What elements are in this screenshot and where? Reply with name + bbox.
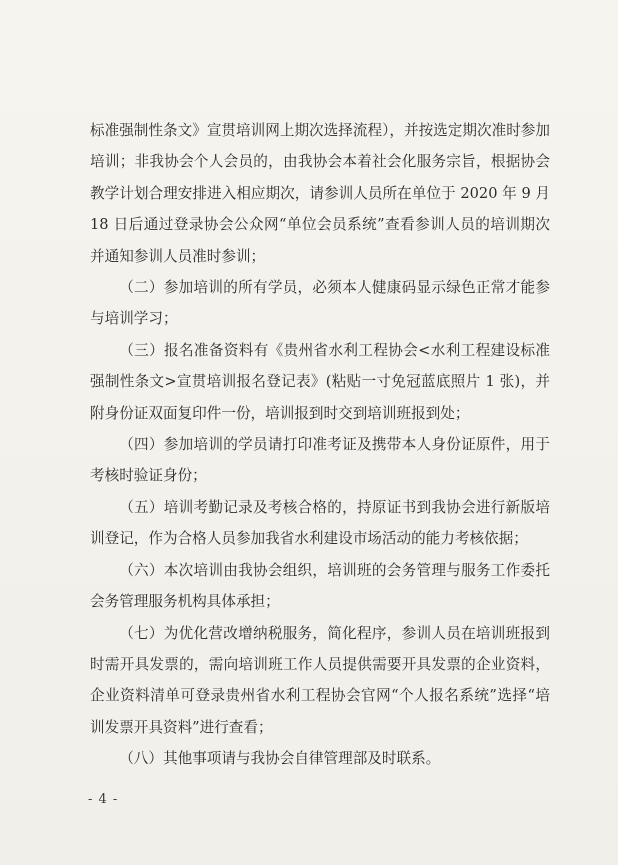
paragraph-item-7: （七）为优化营改增纳税服务，简化程序，参训人员在培训班报到时需开具发票的，需向培训班工作人员提供需要开具发票的企业资料，企业资料清单可登录贵州省水利工程协会官网“个人报名系统”选择“培训发票开具资料”进行查看； <box>90 624 550 736</box>
paragraph-item-6: （六）本次培训由我协会组织，培训班的会务管理与服务工作委托会务管理服务机构具体承担； <box>90 561 550 611</box>
paragraph-item-5: （五）培训考勤记录及考核合格的，持原证书到我协会进行新版培训登记，作为合格人员参加我省水利建设市场活动的能力考核依据； <box>90 498 550 548</box>
paragraph-item-3: （三）报名准备资料有《贵州省水利工程协会<水利工程建设标准强制性条文>宣贯培训报名登记表》(粘贴一寸免冠蓝底照片 1 张)，并附身份证双面复印件一份，培训报到时交到培训班报到处； <box>90 341 550 422</box>
page-number: - 4 - <box>88 792 119 807</box>
paragraph-continued: 标准强制性条文》宣贯培训网上期次选择流程），并按选定期次准时参加培训；非我协会个人会员的，由我协会本着社会化服务宗旨，根据协会教学计划合理安排进入相应期次，请参训人员所在单位于 2020 年 9 月 18 日后通过登录协会公众网“单位会员系统”查看参训人员的培训期次并通知参训人员准时参训； <box>90 122 550 265</box>
paragraph-item-2: （二）参加培训的所有学员，必须本人健康码显示绿色正常才能参与培训学习； <box>90 279 550 328</box>
paragraph-item-8: （八）其他事项请与我协会自律管理部及时联系。 <box>119 750 441 768</box>
document-body <box>90 115 550 775</box>
paragraph-item-4: （四）参加培训的学员请打印准考证及携带本人身份证原件，用于考核时验证身份； <box>90 436 550 485</box>
